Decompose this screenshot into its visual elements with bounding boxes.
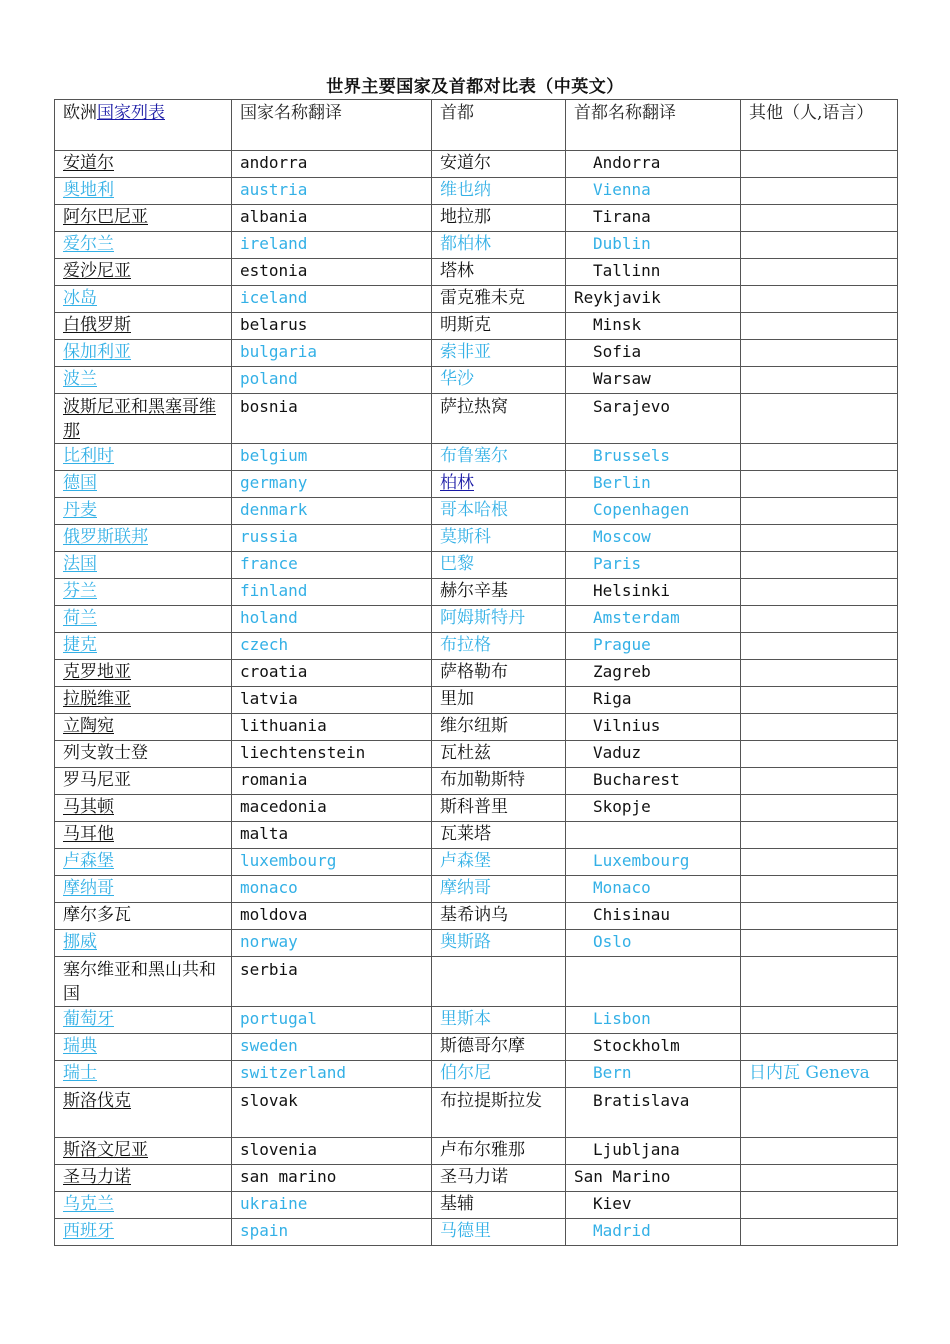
other-info [741, 687, 898, 714]
table-row [55, 471, 898, 498]
table-row [55, 444, 898, 471]
table-row [55, 768, 898, 795]
country-name-en: france [232, 552, 432, 579]
capital-name-cn: 安道尔 [432, 151, 566, 178]
other-info [741, 498, 898, 525]
capital-name-en: Vilnius [566, 714, 741, 741]
capital-name-cn[interactable]: 哥本哈根 [432, 498, 566, 525]
other-info [741, 660, 898, 687]
capital-name-cn: 地拉那 [432, 205, 566, 232]
other-info [741, 552, 898, 579]
other-info [741, 1165, 898, 1192]
capital-name-en: Kiev [566, 1192, 741, 1219]
capital-name-cn[interactable]: 都柏林 [432, 232, 566, 259]
table-row [55, 714, 898, 741]
country-name-cn[interactable]: 拉脱维亚 [55, 687, 232, 714]
capital-name-en: Bern [566, 1061, 741, 1088]
capital-name-en: Lisbon [566, 1007, 741, 1034]
country-name-cn: 罗马尼亚 [55, 768, 232, 795]
other-info [741, 903, 898, 930]
country-name-cn[interactable]: 丹麦 [55, 498, 232, 525]
table-row [55, 367, 898, 394]
other-info [741, 313, 898, 340]
capital-name-en: Skopje [566, 795, 741, 822]
capital-name-en: Stockholm [566, 1034, 741, 1061]
table-row [55, 579, 898, 606]
country-name-cn[interactable]: 瑞士 [55, 1061, 232, 1088]
table-row [55, 525, 898, 552]
country-name-cn[interactable]: 德国 [55, 471, 232, 498]
other-info [741, 340, 898, 367]
capital-name-cn[interactable]: 布鲁塞尔 [432, 444, 566, 471]
capital-name-en: Amsterdam [566, 606, 741, 633]
capital-name-en: Dublin [566, 232, 741, 259]
country-name-cn[interactable]: 爱尔兰 [55, 232, 232, 259]
country-name-en: czech [232, 633, 432, 660]
country-name-en: portugal [232, 1007, 432, 1034]
capital-name-cn: 萨格勒布 [432, 660, 566, 687]
capital-name-cn[interactable]: 奥斯路 [432, 930, 566, 957]
capital-name-cn: 赫尔辛基 [432, 579, 566, 606]
country-name-cn[interactable]: 波斯尼亚和黑塞哥维那 [55, 394, 232, 444]
other-info [741, 876, 898, 903]
capital-name-en: Luxembourg [566, 849, 741, 876]
country-name-en: denmark [232, 498, 432, 525]
other-info [741, 741, 898, 768]
country-name-cn[interactable]: 乌克兰 [55, 1192, 232, 1219]
country-name-en: belarus [232, 313, 432, 340]
capital-name-cn: 明斯克 [432, 313, 566, 340]
capital-name-en: Minsk [566, 313, 741, 340]
capital-name-cn[interactable]: 里斯本 [432, 1007, 566, 1034]
other-info [741, 849, 898, 876]
capital-name-cn[interactable]: 巴黎 [432, 552, 566, 579]
country-name-en: serbia [232, 957, 432, 1007]
other-info [741, 205, 898, 232]
capital-name-en: Andorra [566, 151, 741, 178]
country-name-en: monaco [232, 876, 432, 903]
country-name-cn[interactable]: 葡萄牙 [55, 1007, 232, 1034]
capital-name-cn[interactable]: 阿姆斯特丹 [432, 606, 566, 633]
country-name-en: albania [232, 205, 432, 232]
other-info [741, 822, 898, 849]
capital-name-en: Bratislava [566, 1088, 741, 1138]
country-name-cn[interactable]: 法国 [55, 552, 232, 579]
other-info [741, 633, 898, 660]
country-name-en: estonia [232, 259, 432, 286]
table-row [55, 957, 898, 1007]
table-row [55, 178, 898, 205]
other-info [741, 1088, 898, 1138]
country-name-en: austria [232, 178, 432, 205]
country-name-cn[interactable]: 俄罗斯联邦 [55, 525, 232, 552]
capital-name-en: Tallinn [566, 259, 741, 286]
capital-name-cn: 雷克雅未克 [432, 286, 566, 313]
table-row [55, 1165, 898, 1192]
capital-name-cn: 圣马力诺 [432, 1165, 566, 1192]
country-name-cn[interactable]: 摩纳哥 [55, 876, 232, 903]
country-name-en: germany [232, 471, 432, 498]
other-info [741, 525, 898, 552]
country-name-en: iceland [232, 286, 432, 313]
page-title: 世界主要国家及首都对比表（中英文） [326, 77, 624, 97]
other-info [741, 579, 898, 606]
country-name-cn[interactable]: 瑞典 [55, 1034, 232, 1061]
capital-name-cn[interactable]: 卢森堡 [432, 849, 566, 876]
capital-name-cn[interactable]: 华沙 [432, 367, 566, 394]
table-row [55, 552, 898, 579]
table-row [55, 606, 898, 633]
country-capital-table [54, 99, 898, 1246]
country-name-en: switzerland [232, 1061, 432, 1088]
other-info [741, 1034, 898, 1061]
country-name-cn[interactable]: 捷克 [55, 633, 232, 660]
country-name-cn[interactable]: 保加利亚 [55, 340, 232, 367]
table-row [55, 394, 898, 444]
country-name-en: luxembourg [232, 849, 432, 876]
table-row [55, 1138, 898, 1165]
country-name-cn[interactable]: 安道尔 [55, 151, 232, 178]
country-name-cn[interactable]: 圣马力诺 [55, 1165, 232, 1192]
capital-name-cn[interactable]: 伯尔尼 [432, 1061, 566, 1088]
country-name-cn[interactable]: 挪威 [55, 930, 232, 957]
country-name-cn[interactable]: 奥地利 [55, 178, 232, 205]
country-name-en: bulgaria [232, 340, 432, 367]
header-col-capital-en: 首都名称翻译 [566, 100, 741, 151]
capital-name-cn[interactable]: 摩纳哥 [432, 876, 566, 903]
capital-name-cn: 瓦莱塔 [432, 822, 566, 849]
capital-name-cn: 塔林 [432, 259, 566, 286]
country-name-en: spain [232, 1219, 432, 1246]
country-name-cn[interactable]: 立陶宛 [55, 714, 232, 741]
header-col-country [55, 100, 232, 151]
capital-name-en: Tirana [566, 205, 741, 232]
table-header-row [55, 100, 898, 151]
capital-name-en: Reykjavik [566, 286, 741, 313]
table-row [55, 849, 898, 876]
table-row [55, 1061, 898, 1088]
country-name-en: san marino [232, 1165, 432, 1192]
capital-name-en: Warsaw [566, 367, 741, 394]
other-info [741, 471, 898, 498]
country-name-en: russia [232, 525, 432, 552]
table-row [55, 930, 898, 957]
other-info [741, 714, 898, 741]
capital-name-en: Sofia [566, 340, 741, 367]
country-name-en: belgium [232, 444, 432, 471]
capital-name-cn[interactable]: 索非亚 [432, 340, 566, 367]
country-name-en: latvia [232, 687, 432, 714]
capital-name-cn[interactable]: 马德里 [432, 1219, 566, 1246]
other-info [741, 930, 898, 957]
country-name-en: liechtenstein [232, 741, 432, 768]
capital-name-cn: 萨拉热窝 [432, 394, 566, 444]
other-info [741, 232, 898, 259]
country-name-en: finland [232, 579, 432, 606]
capital-name-cn: 基希讷乌 [432, 903, 566, 930]
capital-name-en: Zagreb [566, 660, 741, 687]
table-row [55, 1192, 898, 1219]
other-info [741, 1192, 898, 1219]
table-row [55, 1007, 898, 1034]
capital-name-en: Madrid [566, 1219, 741, 1246]
country-name-en: sweden [232, 1034, 432, 1061]
capital-name-en: Berlin [566, 471, 741, 498]
country-name-en: ireland [232, 232, 432, 259]
capital-name-en [566, 957, 741, 1007]
country-name-en: romania [232, 768, 432, 795]
table-row [55, 1034, 898, 1061]
capital-name-en: Ljubljana [566, 1138, 741, 1165]
country-name-cn[interactable]: 阿尔巴尼亚 [55, 205, 232, 232]
other-info [741, 444, 898, 471]
table-row [55, 340, 898, 367]
country-name-en: andorra [232, 151, 432, 178]
country-name-cn: 塞尔维亚和黑山共和国 [55, 957, 232, 1007]
capital-name-en: Vienna [566, 178, 741, 205]
capital-name-cn [432, 957, 566, 1007]
other-info [741, 1138, 898, 1165]
country-name-cn[interactable]: 马耳他 [55, 822, 232, 849]
table-row [55, 1219, 898, 1246]
country-name-cn: 摩尔多瓦 [55, 903, 232, 930]
country-name-cn[interactable]: 波兰 [55, 367, 232, 394]
table-row [55, 741, 898, 768]
capital-name-cn[interactable]: 莫斯科 [432, 525, 566, 552]
table-row [55, 313, 898, 340]
other-info: 日内瓦 Geneva [741, 1061, 898, 1088]
capital-name-cn: 斯德哥尔摩 [432, 1034, 566, 1061]
capital-name-cn: 斯科普里 [432, 795, 566, 822]
country-name-en: slovak [232, 1088, 432, 1138]
country-name-cn[interactable]: 马其顿 [55, 795, 232, 822]
country-name-en: holand [232, 606, 432, 633]
country-name-cn[interactable]: 斯洛文尼亚 [55, 1138, 232, 1165]
country-name-en: poland [232, 367, 432, 394]
capital-name-en: Helsinki [566, 579, 741, 606]
capital-name-en: Copenhagen [566, 498, 741, 525]
other-info [741, 1219, 898, 1246]
country-name-en: ukraine [232, 1192, 432, 1219]
capital-name-cn: 里加 [432, 687, 566, 714]
table-row [55, 633, 898, 660]
header-col-country-en: 国家名称翻译 [232, 100, 432, 151]
country-list-link[interactable]: 国家列表 [97, 103, 165, 123]
country-name-cn[interactable]: 比利时 [55, 444, 232, 471]
capital-name-cn[interactable]: 维也纳 [432, 178, 566, 205]
country-name-cn[interactable]: 芬兰 [55, 579, 232, 606]
capital-name-en: Prague [566, 633, 741, 660]
country-name-en: moldova [232, 903, 432, 930]
header-col-capital: 首都 [432, 100, 566, 151]
capital-name-cn: 布拉提斯拉发 [432, 1088, 566, 1138]
capital-name-en: Riga [566, 687, 741, 714]
capital-name-cn: 布加勒斯特 [432, 768, 566, 795]
capital-name-en: Monaco [566, 876, 741, 903]
table-row [55, 687, 898, 714]
country-name-en: macedonia [232, 795, 432, 822]
table-row [55, 660, 898, 687]
table-row [55, 151, 898, 178]
capital-name-cn: 瓦杜兹 [432, 741, 566, 768]
capital-name-en: Oslo [566, 930, 741, 957]
table-row [55, 286, 898, 313]
table-row [55, 795, 898, 822]
country-name-cn: 列支敦士登 [55, 741, 232, 768]
capital-name-en [566, 822, 741, 849]
capital-name-cn: 维尔纽斯 [432, 714, 566, 741]
capital-name-en: San Marino [566, 1165, 741, 1192]
header-col-other: 其他（人,语言） [741, 100, 898, 151]
country-name-en: lithuania [232, 714, 432, 741]
table-row [55, 259, 898, 286]
other-info [741, 367, 898, 394]
other-info [741, 795, 898, 822]
capital-name-en: Vaduz [566, 741, 741, 768]
country-name-cn[interactable]: 西班牙 [55, 1219, 232, 1246]
other-info [741, 259, 898, 286]
table-row [55, 903, 898, 930]
capital-name-en: Moscow [566, 525, 741, 552]
other-info [741, 606, 898, 633]
country-name-en: malta [232, 822, 432, 849]
capital-name-cn: 基辅 [432, 1192, 566, 1219]
country-name-cn[interactable]: 卢森堡 [55, 849, 232, 876]
capital-name-en: Brussels [566, 444, 741, 471]
country-name-en: slovenia [232, 1138, 432, 1165]
country-name-cn[interactable]: 克罗地亚 [55, 660, 232, 687]
capital-name-en: Sarajevo [566, 394, 741, 444]
table-row [55, 876, 898, 903]
table-row [55, 498, 898, 525]
other-info [741, 957, 898, 1007]
other-info [741, 178, 898, 205]
other-info [741, 151, 898, 178]
country-name-cn[interactable]: 斯洛伐克 [55, 1088, 232, 1138]
country-name-cn[interactable]: 白俄罗斯 [55, 313, 232, 340]
country-name-cn[interactable]: 冰岛 [55, 286, 232, 313]
other-info [741, 394, 898, 444]
other-info [741, 768, 898, 795]
table-row [55, 822, 898, 849]
table-row [55, 205, 898, 232]
capital-name-en: Chisinau [566, 903, 741, 930]
capital-name-cn: 卢布尔雅那 [432, 1138, 566, 1165]
country-name-en: norway [232, 930, 432, 957]
capital-name-cn[interactable]: 柏林 [432, 471, 566, 498]
country-name-cn[interactable]: 爱沙尼亚 [55, 259, 232, 286]
country-name-cn[interactable]: 荷兰 [55, 606, 232, 633]
capital-name-en: Paris [566, 552, 741, 579]
table-row [55, 1088, 898, 1138]
country-name-en: bosnia [232, 394, 432, 444]
capital-name-en: Bucharest [566, 768, 741, 795]
other-info [741, 1007, 898, 1034]
country-name-en: croatia [232, 660, 432, 687]
table-row [55, 232, 898, 259]
header-prefix: 欧洲 [63, 103, 97, 123]
capital-name-cn[interactable]: 布拉格 [432, 633, 566, 660]
other-info [741, 286, 898, 313]
